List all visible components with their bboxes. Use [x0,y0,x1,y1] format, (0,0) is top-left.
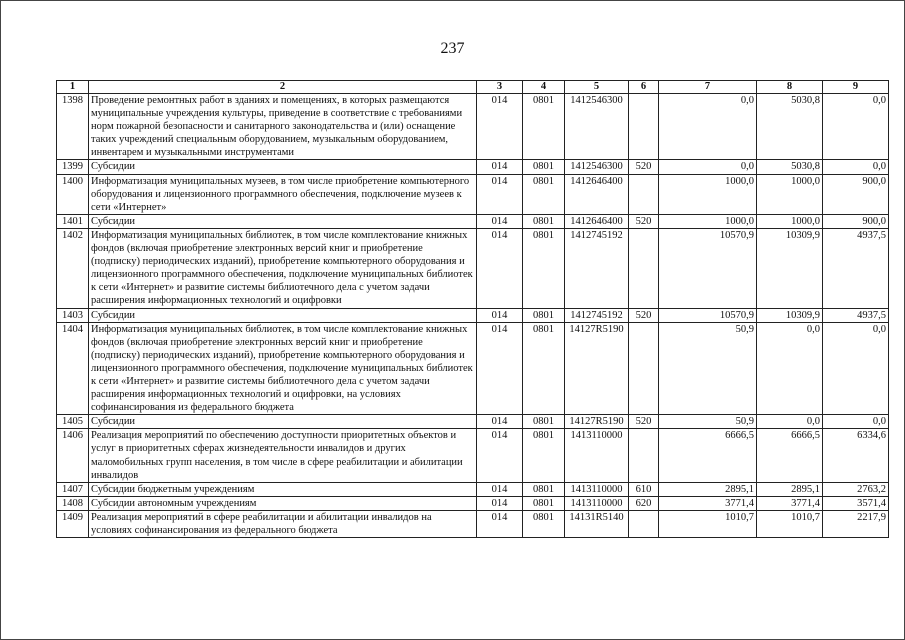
ministry-code: 014 [477,482,523,496]
expense-type-code: 520 [629,308,659,322]
amount-col-9: 900,0 [823,214,889,228]
target-article-code: 1412745192 [565,228,629,308]
amount-col-7: 10570,9 [659,228,757,308]
row-number: 1409 [57,510,89,537]
amount-col-9: 0,0 [823,322,889,415]
amount-col-9: 4937,5 [823,308,889,322]
amount-col-9: 900,0 [823,174,889,214]
section-code: 0801 [523,160,565,174]
row-description: Информатизация муниципальных библиотек, в том числе комплектование книжных фондов (включая приобретение электронных версий книг и приобретение (подписку) периодических изданий), приобретение компьютерного оборудования и лицензионного программного обеспечения, подключение муниципальных библиотек к сети «Интернет» и развитие системы библиотечного дела с учетом задачи расширения информационных технологий и оцифровки [89,228,477,308]
ministry-code: 014 [477,496,523,510]
section-code: 0801 [523,482,565,496]
amount-col-8: 10309,9 [757,308,823,322]
expense-type-code [629,510,659,537]
table-row [57,160,889,174]
amount-col-7: 3771,4 [659,496,757,510]
table-body [57,94,889,538]
section-code: 0801 [523,510,565,537]
ministry-code: 014 [477,174,523,214]
ministry-code: 014 [477,228,523,308]
section-code: 0801 [523,308,565,322]
section-code: 0801 [523,228,565,308]
ministry-code: 014 [477,308,523,322]
column-header: 9 [823,81,889,94]
amount-col-8: 2895,1 [757,482,823,496]
ministry-code: 014 [477,415,523,429]
section-code: 0801 [523,415,565,429]
expense-type-code [629,429,659,482]
expense-type-code [629,322,659,415]
table-row [57,308,889,322]
amount-col-9: 6334,6 [823,429,889,482]
row-number: 1402 [57,228,89,308]
table-row [57,496,889,510]
ministry-code: 014 [477,214,523,228]
page-number: 237 [440,40,465,57]
expense-type-code: 520 [629,415,659,429]
table-row [57,415,889,429]
target-article-code: 1413110000 [565,482,629,496]
amount-col-9: 0,0 [823,415,889,429]
row-number: 1403 [57,308,89,322]
amount-col-7: 10570,9 [659,308,757,322]
row-number: 1399 [57,160,89,174]
header-row [57,81,889,94]
expense-type-code [629,174,659,214]
section-code: 0801 [523,174,565,214]
row-description: Субсидии [89,160,477,174]
column-header: 1 [57,81,89,94]
target-article-code: 14127R5190 [565,415,629,429]
row-description: Субсидии автономным учреждениям [89,496,477,510]
row-number: 1408 [57,496,89,510]
target-article-code: 1412546300 [565,160,629,174]
amount-col-7: 2895,1 [659,482,757,496]
amount-col-9: 3571,4 [823,496,889,510]
amount-col-7: 6666,5 [659,429,757,482]
expense-type-code [629,228,659,308]
expense-type-code [629,94,659,160]
amount-col-9: 2217,9 [823,510,889,537]
column-header: 2 [89,81,477,94]
target-article-code: 1412745192 [565,308,629,322]
column-header: 5 [565,81,629,94]
amount-col-8: 0,0 [757,415,823,429]
amount-col-9: 0,0 [823,160,889,174]
target-article-code: 1413110000 [565,496,629,510]
ministry-code: 014 [477,510,523,537]
amount-col-7: 1010,7 [659,510,757,537]
column-header: 8 [757,81,823,94]
amount-col-7: 50,9 [659,415,757,429]
row-number: 1398 [57,94,89,160]
table-row [57,174,889,214]
table-row [57,510,889,537]
row-description: Субсидии [89,214,477,228]
amount-col-8: 5030,8 [757,94,823,160]
row-description: Реализация мероприятий по обеспечению доступности приоритетных объектов и услуг в приоритетных сферах жизнедеятельности инвалидов и других маломобильных групп населения, в том числе в сфере реабилитации и абилитации инвалидов [89,429,477,482]
amount-col-9: 4937,5 [823,228,889,308]
amount-col-8: 6666,5 [757,429,823,482]
section-code: 0801 [523,496,565,510]
row-description: Субсидии [89,415,477,429]
table-row [57,429,889,482]
amount-col-8: 1000,0 [757,174,823,214]
target-article-code: 1412546300 [565,94,629,160]
column-header: 3 [477,81,523,94]
section-code: 0801 [523,94,565,160]
section-code: 0801 [523,322,565,415]
budget-table [56,80,889,538]
column-header: 4 [523,81,565,94]
expense-type-code: 520 [629,160,659,174]
amount-col-7: 50,9 [659,322,757,415]
section-code: 0801 [523,429,565,482]
ministry-code: 014 [477,94,523,160]
row-description: Субсидии [89,308,477,322]
target-article-code: 1412646400 [565,214,629,228]
amount-col-8: 10309,9 [757,228,823,308]
amount-col-8: 1000,0 [757,214,823,228]
amount-col-8: 5030,8 [757,160,823,174]
ministry-code: 014 [477,322,523,415]
row-number: 1404 [57,322,89,415]
row-description: Информатизация муниципальных музеев, в том числе приобретение компьютерного оборудования и лицензионного программного обеспечения, подключение музеев к сети «Интернет» [89,174,477,214]
ministry-code: 014 [477,429,523,482]
table-row [57,228,889,308]
amount-col-7: 0,0 [659,160,757,174]
row-number: 1400 [57,174,89,214]
amount-col-7: 0,0 [659,94,757,160]
table-row [57,214,889,228]
amount-col-7: 1000,0 [659,214,757,228]
row-description: Реализация мероприятий в сфере реабилитации и абилитации инвалидов на условиях софинансирования из федерального бюджета [89,510,477,537]
amount-col-7: 1000,0 [659,174,757,214]
expense-type-code: 620 [629,496,659,510]
column-header: 6 [629,81,659,94]
expense-type-code: 520 [629,214,659,228]
expense-type-code: 610 [629,482,659,496]
row-description: Проведение ремонтных работ в зданиях и помещениях, в которых размещаются муниципальные учреждения культуры, приведение в соответствие с требованиями норм пожарной безопасности и санитарного законодательства и (или) оснащение таких учреждений специальным оборудованием, музыкальным оборудованием, инвентарем и музыкальными инструментами [89,94,477,160]
row-number: 1401 [57,214,89,228]
table-row [57,322,889,415]
target-article-code: 14127R5190 [565,322,629,415]
amount-col-9: 0,0 [823,94,889,160]
row-description: Информатизация муниципальных библиотек, в том числе комплектование книжных фондов (включая приобретение электронных версий книг и приобретение (подписку) периодических изданий), приобретение компьютерного оборудования и лицензионного программного обеспечения, подключение муниципальных библиотек к сети «Интернет» и развитие системы библиотечного дела с учетом задачи расширения информационных технологий и оцифровки, на условиях софинансирования из федерального бюджета [89,322,477,415]
amount-col-8: 0,0 [757,322,823,415]
amount-col-8: 3771,4 [757,496,823,510]
target-article-code: 1413110000 [565,429,629,482]
section-code: 0801 [523,214,565,228]
table-row [57,94,889,160]
amount-col-8: 1010,7 [757,510,823,537]
row-description: Субсидии бюджетным учреждениям [89,482,477,496]
row-number: 1406 [57,429,89,482]
amount-col-9: 2763,2 [823,482,889,496]
target-article-code: 1412646400 [565,174,629,214]
row-number: 1407 [57,482,89,496]
column-header: 7 [659,81,757,94]
ministry-code: 014 [477,160,523,174]
target-article-code: 14131R5140 [565,510,629,537]
table-row [57,482,889,496]
row-number: 1405 [57,415,89,429]
